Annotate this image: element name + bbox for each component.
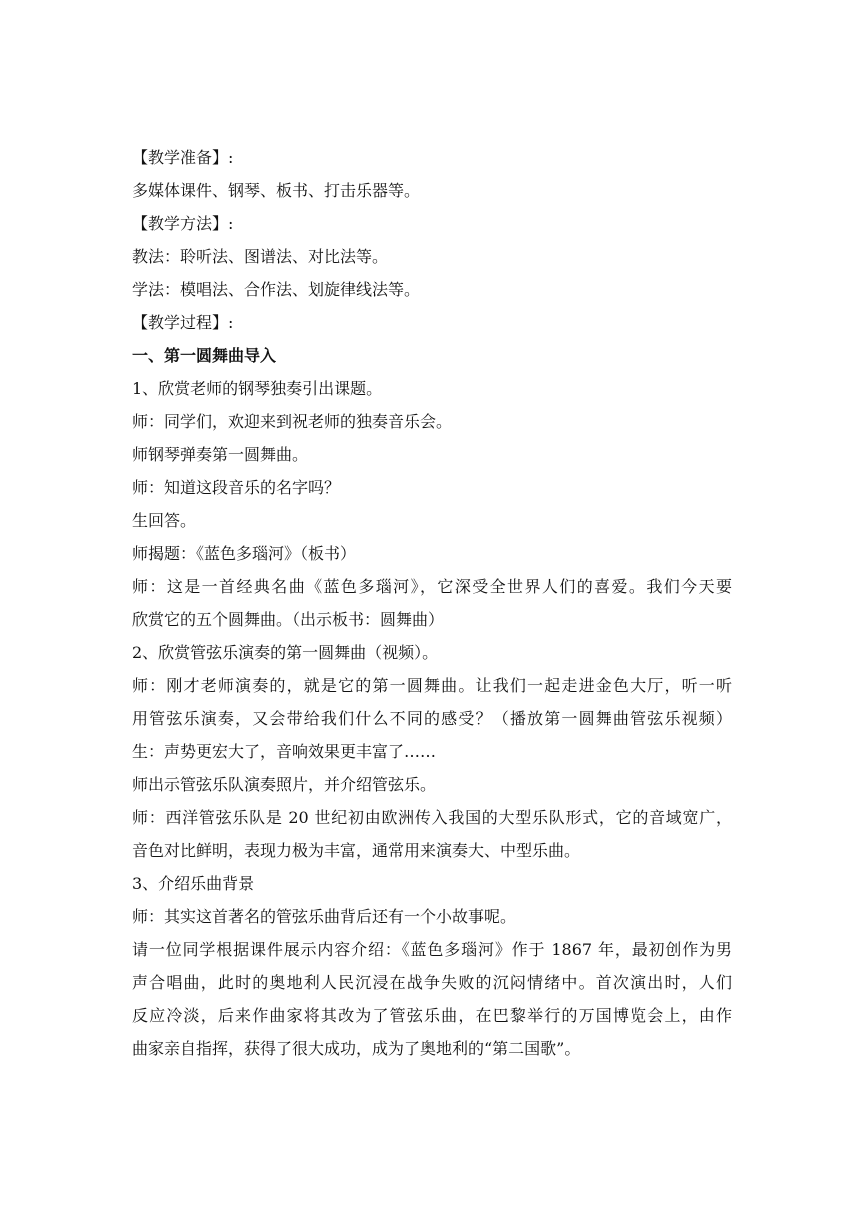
section-heading-process: 【教学过程】: <box>132 313 234 332</box>
paragraph-line: 声合唱曲，此时的奥地利人民沉浸在战争失败的沉闷情绪中。首次演出时，人们 <box>132 973 732 992</box>
paragraph-line: 师：其实这首著名的管弦乐曲背后还有一个小故事呢。 <box>132 907 517 926</box>
paragraph-line: 师揭题：《蓝色多瑙河》（板书） <box>132 544 357 563</box>
paragraph-line: 师：同学们，欢迎来到祝老师的独奏音乐会。 <box>132 412 453 431</box>
subsection-heading: 一、第一圆舞曲导入 <box>132 346 277 365</box>
paragraph-line: 欣赏它的五个圆舞曲。（出示板书：圆舞曲） <box>132 610 445 629</box>
paragraph-line: 师钢琴弹奏第一圆舞曲。 <box>132 445 309 464</box>
paragraph-line: 生回答。 <box>132 511 197 530</box>
paragraph-line: 学法：模唱法、合作法、划旋律线法等。 <box>132 280 421 299</box>
paragraph-line: 3、介绍乐曲背景 <box>132 874 255 893</box>
paragraph-line: 1、欣赏老师的钢琴独奏引出课题。 <box>132 379 383 398</box>
section-heading-methods: 【教学方法】: <box>132 214 234 233</box>
paragraph-line: 多媒体课件、钢琴、板书、打击乐器等。 <box>132 181 421 200</box>
paragraph-line: 师出示管弦乐队演奏照片，并介绍管弦乐。 <box>132 775 437 794</box>
paragraph-line: 师：这是一首经典名曲《蓝色多瑙河》，它深受全世界人们的喜爱。我们今天要 <box>132 577 732 596</box>
paragraph-line: 2、欣赏管弦乐演奏的第一圆舞曲（视频）。 <box>132 643 439 662</box>
paragraph-line: 反应冷淡，后来作曲家将其改为了管弦乐曲，在巴黎举行的万国博览会上，由作 <box>132 1006 732 1025</box>
paragraph-line: 师：刚才老师演奏的，就是它的第一圆舞曲。让我们一起走进金色大厅，听一听 <box>132 676 732 695</box>
paragraph-line: 师：西洋管弦乐队是 20 世纪初由欧洲传入我国的大型乐队形式，它的音域宽广， <box>132 808 732 827</box>
paragraph-line: 师：知道这段音乐的名字吗？ <box>132 478 341 497</box>
paragraph-line: 请一位同学根据课件展示内容介绍：《蓝色多瑙河》作于 1867 年，最初创作为男 <box>132 940 732 959</box>
paragraph-line: 用管弦乐演奏，又会带给我们什么不同的感受？（播放第一圆舞曲管弦乐视频） <box>132 709 732 728</box>
paragraph-line: 曲家亲自指挥，获得了很大成功，成为了奥地利的“第二国歌”。 <box>132 1039 581 1058</box>
paragraph-line: 音色对比鲜明，表现力极为丰富，通常用来演奏大、中型乐曲。 <box>132 841 581 860</box>
paragraph-line: 生：声势更宏大了，音响效果更丰富了…… <box>132 742 437 761</box>
document-body <box>132 141 732 1065</box>
section-heading-preparation: 【教学准备】: <box>132 148 234 167</box>
paragraph-line: 教法：聆听法、图谱法、对比法等。 <box>132 247 389 266</box>
